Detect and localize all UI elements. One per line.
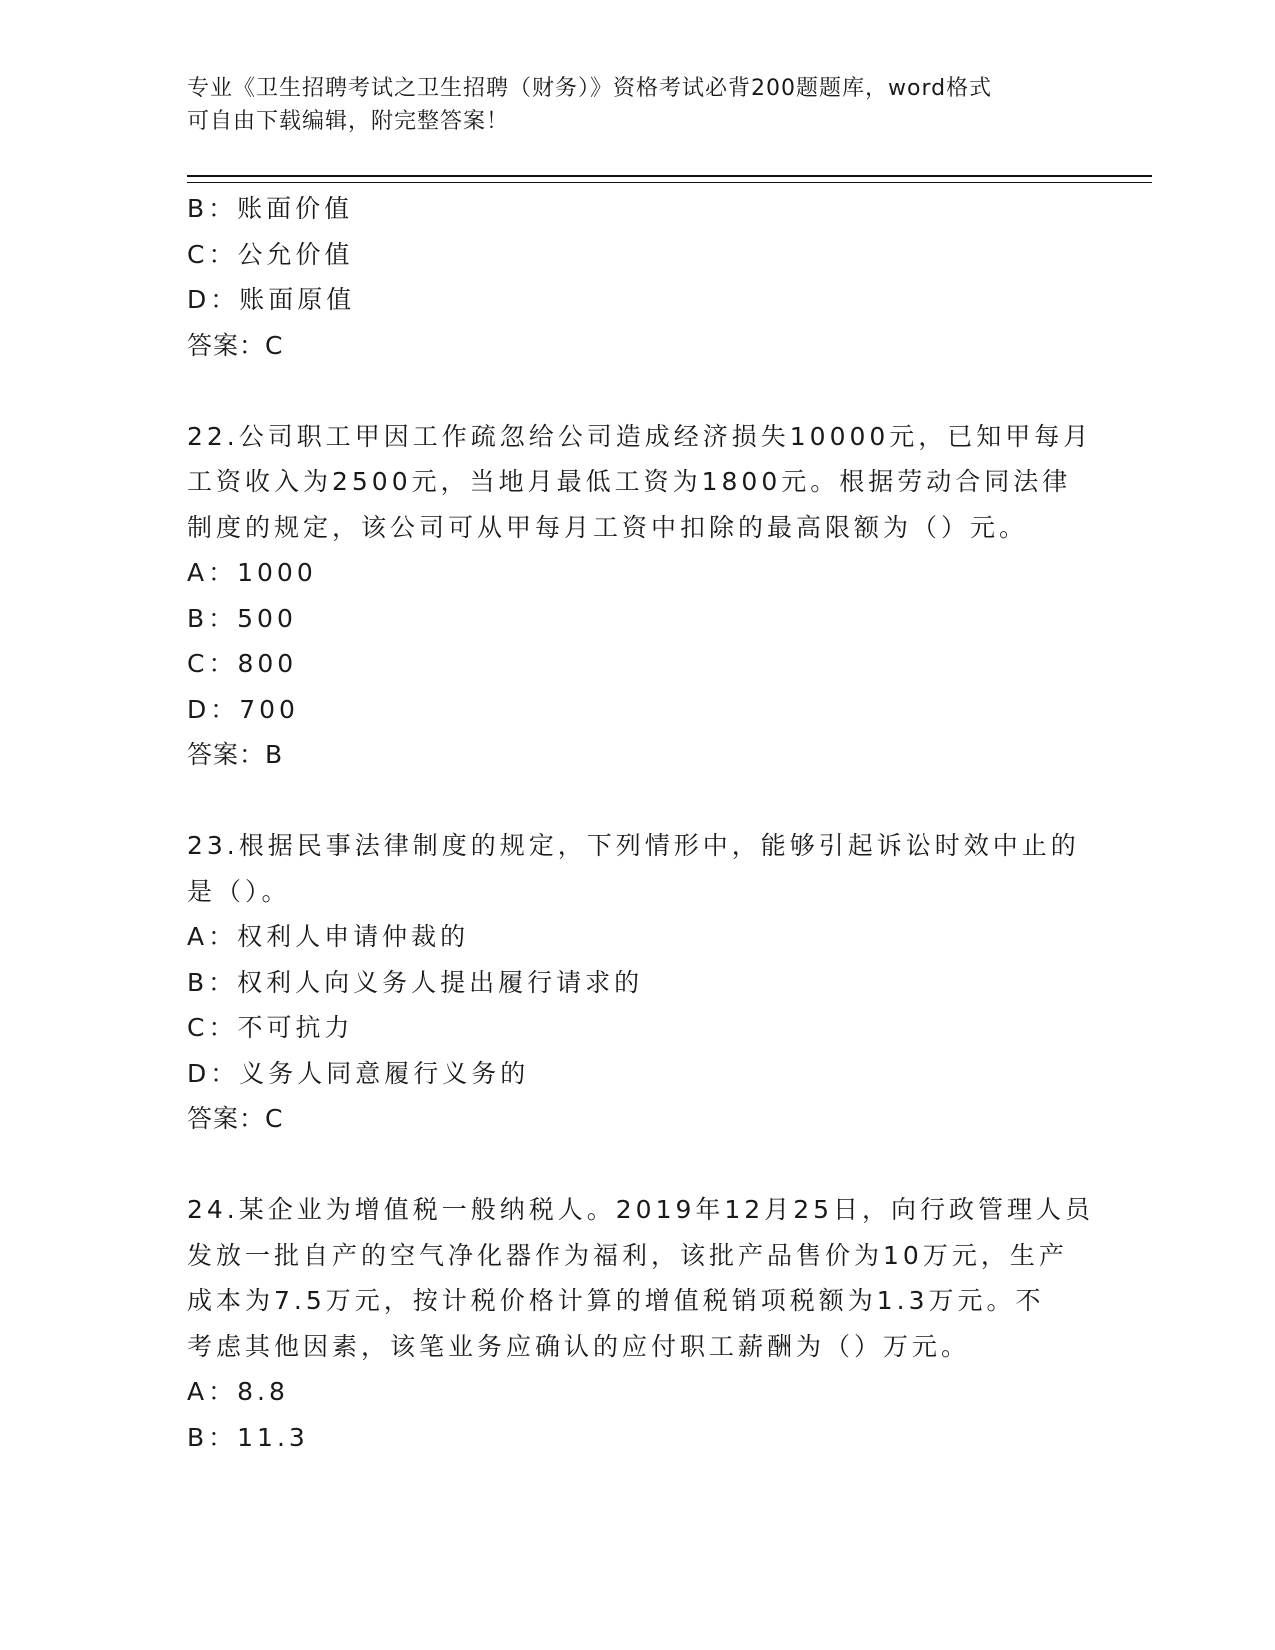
header-line-2: 可自由下载编辑，附完整答案！ (187, 109, 510, 134)
q22-option-b: B：500 (187, 603, 297, 633)
answer: 答案：C (187, 330, 284, 360)
q23-answer: 答案：C (187, 1104, 284, 1133)
q23-option-a: A：权利人申请仲裁的 (187, 922, 470, 951)
question-24-line-4: 考虑其他因素，该笔业务应确认的应付职工薪酬为（）万元。 (187, 1331, 971, 1361)
q24-option-a: A：8.8 (187, 1377, 289, 1406)
spacer (187, 778, 1087, 824)
q22-option-a: A：1000 (187, 558, 317, 587)
q22-option-d: D：700 (187, 694, 299, 724)
option-c: C：公允价值 (187, 239, 354, 269)
question-22-line-2: 工资收入为2500元，当地月最低工资为1800元。根据劳动合同法律 (187, 467, 1072, 496)
spacer (187, 1142, 1087, 1188)
spacer (187, 368, 1087, 414)
q23-option-c: C：不可抗力 (187, 1013, 354, 1042)
page-header (187, 72, 1067, 138)
header-divider-thin (187, 182, 1152, 183)
q22-answer: 答案：B (187, 740, 284, 769)
option-d: D：账面原值 (187, 285, 356, 314)
question-24-line-3: 成本为7.5万元，按计税价格计算的增值税销项税额为1.3万元。不 (187, 1286, 1045, 1315)
q23-option-d: D：义务人同意履行义务的 (187, 1058, 530, 1088)
q24-option-b: B：11.3 (187, 1422, 309, 1452)
question-22-line-3: 制度的规定，该公司可从甲每月工资中扣除的最高限额为（）元。 (187, 512, 1029, 542)
option-b: B：账面价值 (187, 194, 354, 223)
question-content (187, 186, 1095, 1460)
header-divider-thick (187, 175, 1152, 177)
question-23-line-2: 是（）。 (187, 876, 291, 906)
q23-option-b: B：权利人向义务人提出履行请求的 (187, 967, 644, 997)
q22-option-c: C：800 (187, 649, 298, 678)
header-line-1: 专业《卫生招聘考试之卫生招聘（财务）》资格考试必背200题题库，word格式 (187, 76, 993, 101)
question-24-line-2: 发放一批自产的空气净化器作为福利，该批产品售价为10万元，生产 (187, 1240, 1068, 1270)
question-24-line-1: 24.某企业为增值税一般纳税人。2019年12月25日，向行政管理人员 (187, 1195, 1095, 1224)
question-22-line-1: 22.公司职工甲因工作疏忽给公司造成经济损失10000元，已知甲每月 (187, 421, 1093, 451)
question-23-line-1: 23.根据民事法律制度的规定，下列情形中，能够引起诉讼时效中止的 (187, 831, 1080, 860)
